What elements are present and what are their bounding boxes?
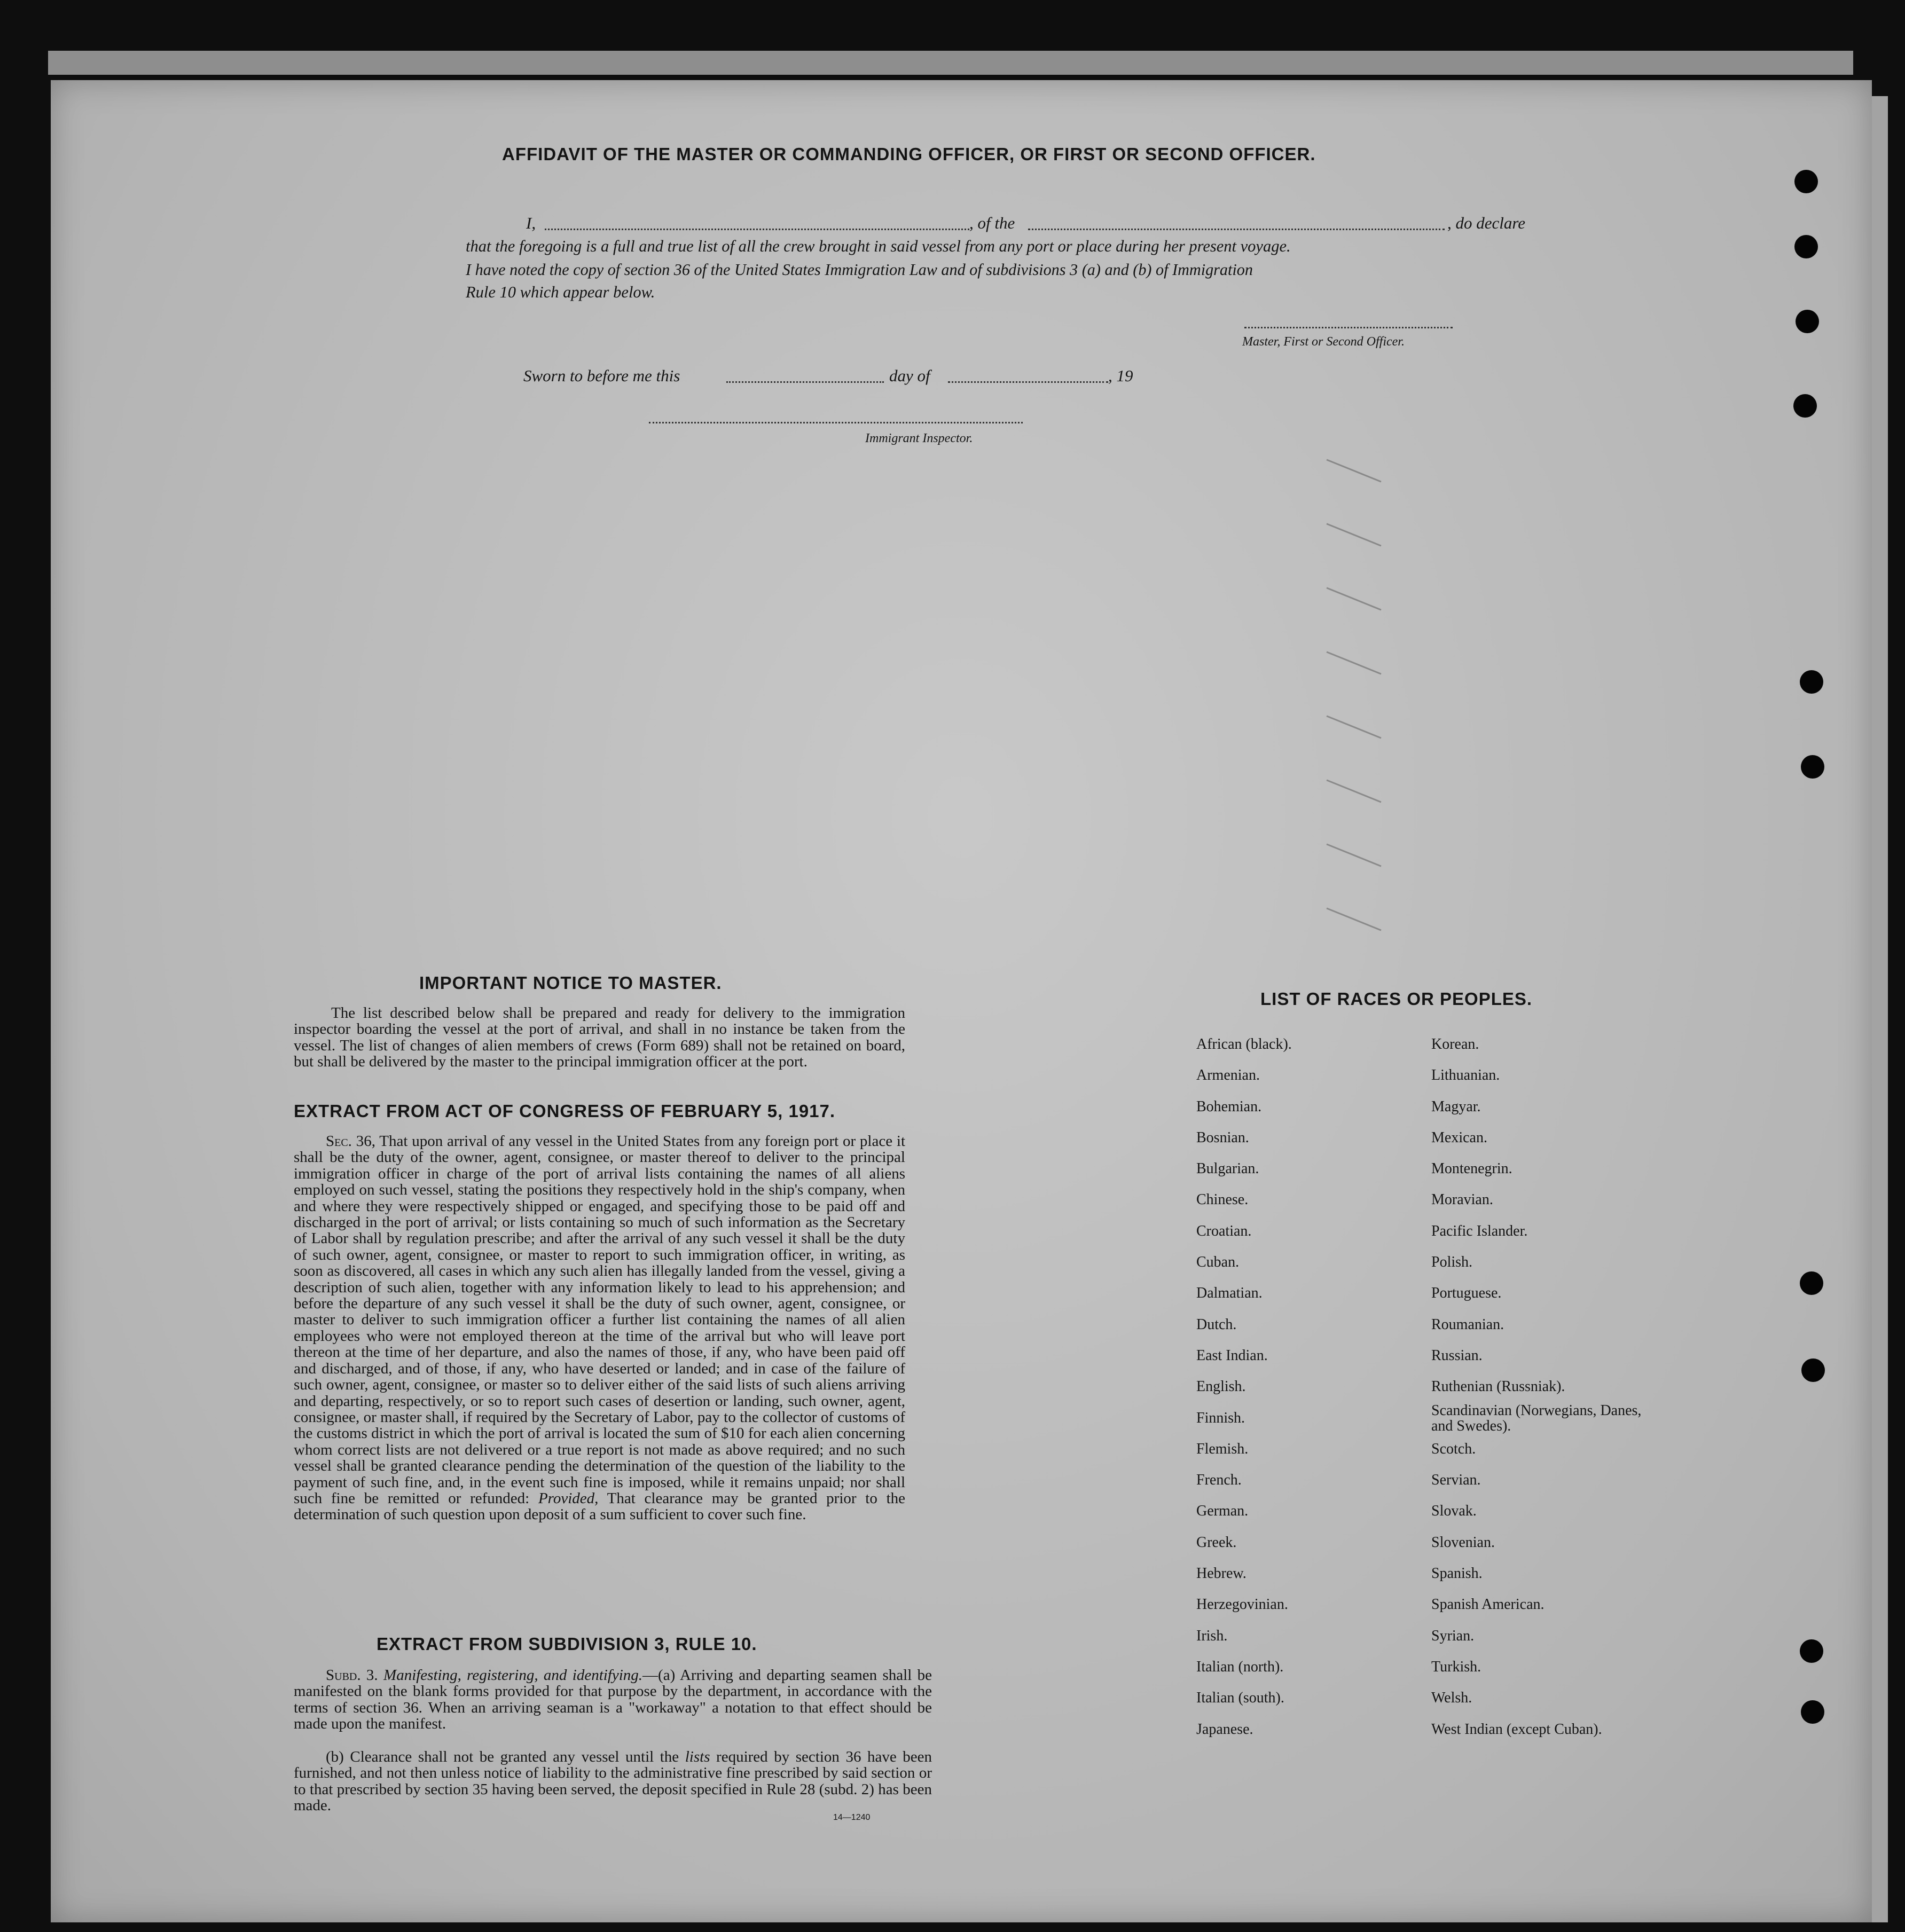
signature-blank[interactable] (1244, 327, 1453, 328)
race-item: African (black). (1196, 1036, 1292, 1053)
provided-word: Provided, (538, 1489, 599, 1507)
race-item: Spanish. (1431, 1565, 1483, 1582)
race-item: Magyar. (1431, 1098, 1481, 1115)
race-item: Russian. (1431, 1347, 1483, 1364)
inspector-label: Immigrant Inspector. (865, 431, 973, 445)
race-item: Greek. (1196, 1534, 1237, 1551)
affidavit-statement-line: that the foregoing is a full and true list of all the crew brought in said vessel from any port or place during her present voyage. (466, 237, 1291, 255)
race-item: Portuguese. (1431, 1285, 1502, 1302)
rule-para-b-lists: lists (685, 1748, 710, 1765)
rule-extract-text-b (294, 1749, 932, 1814)
race-item: West Indian (except Cuban). (1431, 1721, 1602, 1738)
master-name-blank[interactable] (545, 229, 969, 230)
rule-extract-text (294, 1667, 932, 1732)
race-item: Italian (south). (1196, 1690, 1284, 1707)
race-item: Irish. (1196, 1627, 1228, 1644)
binding-hole (1796, 310, 1819, 333)
race-item: Lithuanian. (1431, 1067, 1500, 1084)
race-item: Croatian. (1196, 1222, 1252, 1239)
act-extract-body: That upon arrival of any vessel in the United States from any foreign port or place it shall be the duty of the owner, agent, consignee, or master thereof to deliver to the principal immigration officer in charge of the port of arrival lists containing the names of all aliens employed on such vessel, stating the positions they respectively hold in the ship's company, when and where they were respectively shipped or engaged, and specifying those to be paid off and discharged in the port of arrival; or lists containing so much of such information as the Secretary of Labor shall by regulation prescribe; and after the arrival of any such vessel it shall be the duty of such owner, agent, consignee, or master to report to such immigration officer, in writing, as soon as discovered, all cases in which any such alien has illegally landed from the vessel, giving a description of such alien, together with any information likely to lead to his apprehension; and before the departure of any such vessel it shall be the duty of such owner, agent, consignee, or master to deliver to such immigration officer a further list containing the names of all alien employees who were not employed thereon at the time of the arrival but who will leave port thereon at the time of her departure, and also the names of those, if any, who have been paid off and discharged, and of those, if any, who have deserted or landed; and in case of the failure of such owner, agent, consignee, or master so to deliver either of the said lists of such aliens arriving and departing, respectively, or so to report such cases of desertion or landing, such owner, agent, consignee, or master shall, if required by the Secretary of Labor, pay to the collector of customs of the customs district in which the port of arrival is located the sum of $10 for each alien concerning whom correct lists are not delivered or a true report is not made as above required; and no such vessel shall be granted clearance pending the determination of the question of the liability to the payment of such fine, and, in the event such fine is imposed, while it remains unpaid; nor shall such fine be remitted or refunded: (294, 1133, 906, 1507)
race-item: Armenian. (1196, 1067, 1260, 1084)
binding-hole (1800, 670, 1823, 694)
race-item: Cuban. (1196, 1254, 1240, 1271)
race-item: Bosnian. (1196, 1129, 1249, 1146)
section-label: Sec. 36, (326, 1133, 375, 1150)
race-item: Welsh. (1431, 1690, 1472, 1707)
affidavit-of-the-label: , of the (969, 214, 1015, 232)
race-item: French. (1196, 1472, 1242, 1489)
notice-text (294, 1005, 905, 1070)
race-item: Scotch. (1431, 1440, 1476, 1457)
affidavit-declare-label: , do declare (1447, 214, 1526, 232)
act-extract-body-end: That clearance may be granted prior to the determination of such question upon deposit of a sum sufficient to cover such fine. (294, 1489, 906, 1523)
race-item: English. (1196, 1378, 1246, 1395)
race-item: Korean. (1431, 1036, 1479, 1053)
inspector-signature-blank[interactable] (649, 422, 1023, 423)
race-item: Bohemian. (1196, 1098, 1262, 1115)
race-item: Montenegrin. (1431, 1160, 1512, 1177)
race-item: Italian (north). (1196, 1658, 1284, 1675)
rule-para-b-prefix: (b) Clearance shall not be granted any vessel until the (326, 1748, 679, 1765)
rule-para-b: required by section 36 have been furnished, and not then unless notice of liability to the administrative fine prescribed by said section or to that prescribed by section 35 having been served, the deposit specified in Rule 28 (subd. 2) has been made. (294, 1748, 932, 1815)
subdivision-title: Manifesting, registering, and identifying. (383, 1667, 643, 1684)
race-item: Servian. (1431, 1472, 1481, 1489)
race-item: Japanese. (1196, 1721, 1253, 1738)
binding-hole (1794, 235, 1818, 258)
race-item: Polish. (1431, 1254, 1473, 1271)
act-extract-text (294, 1133, 905, 1523)
sworn-day-of-label: day of (889, 366, 930, 385)
binding-hole (1793, 394, 1817, 418)
act-extract-title: EXTRACT FROM ACT OF CONGRESS OF FEBRUARY 5, 1917. (294, 1101, 836, 1121)
binding-hole (1800, 1271, 1823, 1295)
sworn-label: Sworn to before me this (523, 366, 680, 385)
race-item: Turkish. (1431, 1658, 1481, 1675)
binding-hole (1801, 755, 1824, 779)
affidavit-statement-line: Rule 10 which appear below. (466, 283, 655, 301)
binding-hole (1801, 1358, 1825, 1382)
sworn-year-label: , 19 (1108, 366, 1133, 385)
binding-hole (1801, 1700, 1824, 1724)
race-item: Hebrew. (1196, 1565, 1247, 1582)
affidavit-statement-line: I have noted the copy of section 36 of the United States Immigration Law and of subdivisions 3 (a) and (b) of Immigration (466, 261, 1253, 279)
races-title: LIST OF RACES OR PEOPLES. (1260, 989, 1533, 1009)
race-item: Roumanian. (1431, 1316, 1504, 1333)
race-item: Ruthenian (Russniak). (1431, 1378, 1565, 1395)
page-right-edge (1872, 96, 1888, 1922)
rule-extract-title: EXTRACT FROM SUBDIVISION 3, RULE 10. (377, 1634, 757, 1654)
binding-hole (1800, 1639, 1823, 1663)
race-item: Syrian. (1431, 1627, 1475, 1644)
page-top-edge (48, 51, 1853, 75)
race-item: East Indian. (1196, 1347, 1268, 1364)
affidavit-title: AFFIDAVIT OF THE MASTER OR COMMANDING OFFICER, OR FIRST OR SECOND OFFICER. (502, 144, 1316, 164)
race-item: Moravian. (1431, 1191, 1493, 1208)
sworn-month-blank[interactable] (948, 381, 1108, 383)
race-item: Scandinavian (Norwegians, Danes, and Swedes). (1431, 1402, 1642, 1434)
notice-text-body: The list described below shall be prepared and ready for delivery to the immigration inspector boarding the vessel at the port of arrival, and shall in no instance be taken from the vessel. The list of changes of alien members of crews (Form 689) shall not be retained on board, but shall be delivered by the master to the principal immigration officer at the port. (294, 1004, 905, 1071)
race-item: Chinese. (1196, 1191, 1249, 1208)
race-item: Slovenian. (1431, 1534, 1495, 1551)
notice-title: IMPORTANT NOTICE TO MASTER. (419, 973, 722, 993)
rule-para-a: —(a) Arriving and departing seamen shall be manifested on the blank forms provided for that purpose by the department, in accordance with the terms of section 36. When an arriving seaman is a "workaway" a notation to that effect should be made upon the manifest. (294, 1667, 932, 1733)
sworn-day-blank[interactable] (726, 381, 884, 383)
race-item: German. (1196, 1503, 1249, 1520)
race-item: Pacific Islander. (1431, 1222, 1528, 1239)
affidavit-i-label: I, (526, 214, 536, 232)
race-item: Dutch. (1196, 1316, 1237, 1333)
form-number: 14—1240 (833, 1813, 871, 1822)
race-item: Spanish American. (1431, 1596, 1545, 1613)
race-item: Flemish. (1196, 1440, 1249, 1457)
races-right-column (1431, 1029, 1656, 1745)
race-item: Bulgarian. (1196, 1160, 1259, 1177)
race-item: Dalmatian. (1196, 1285, 1263, 1302)
race-item: Slovak. (1431, 1503, 1477, 1520)
race-item: Finnish. (1196, 1409, 1245, 1426)
signature-label: Master, First or Second Officer. (1242, 335, 1405, 349)
races-left-column (1196, 1029, 1292, 1745)
race-item: Herzegovinian. (1196, 1596, 1288, 1613)
vessel-name-blank[interactable] (1028, 229, 1445, 230)
race-item: Mexican. (1431, 1129, 1487, 1146)
binding-hole (1794, 170, 1818, 193)
subdivision-label: Subd. 3. (326, 1667, 378, 1684)
